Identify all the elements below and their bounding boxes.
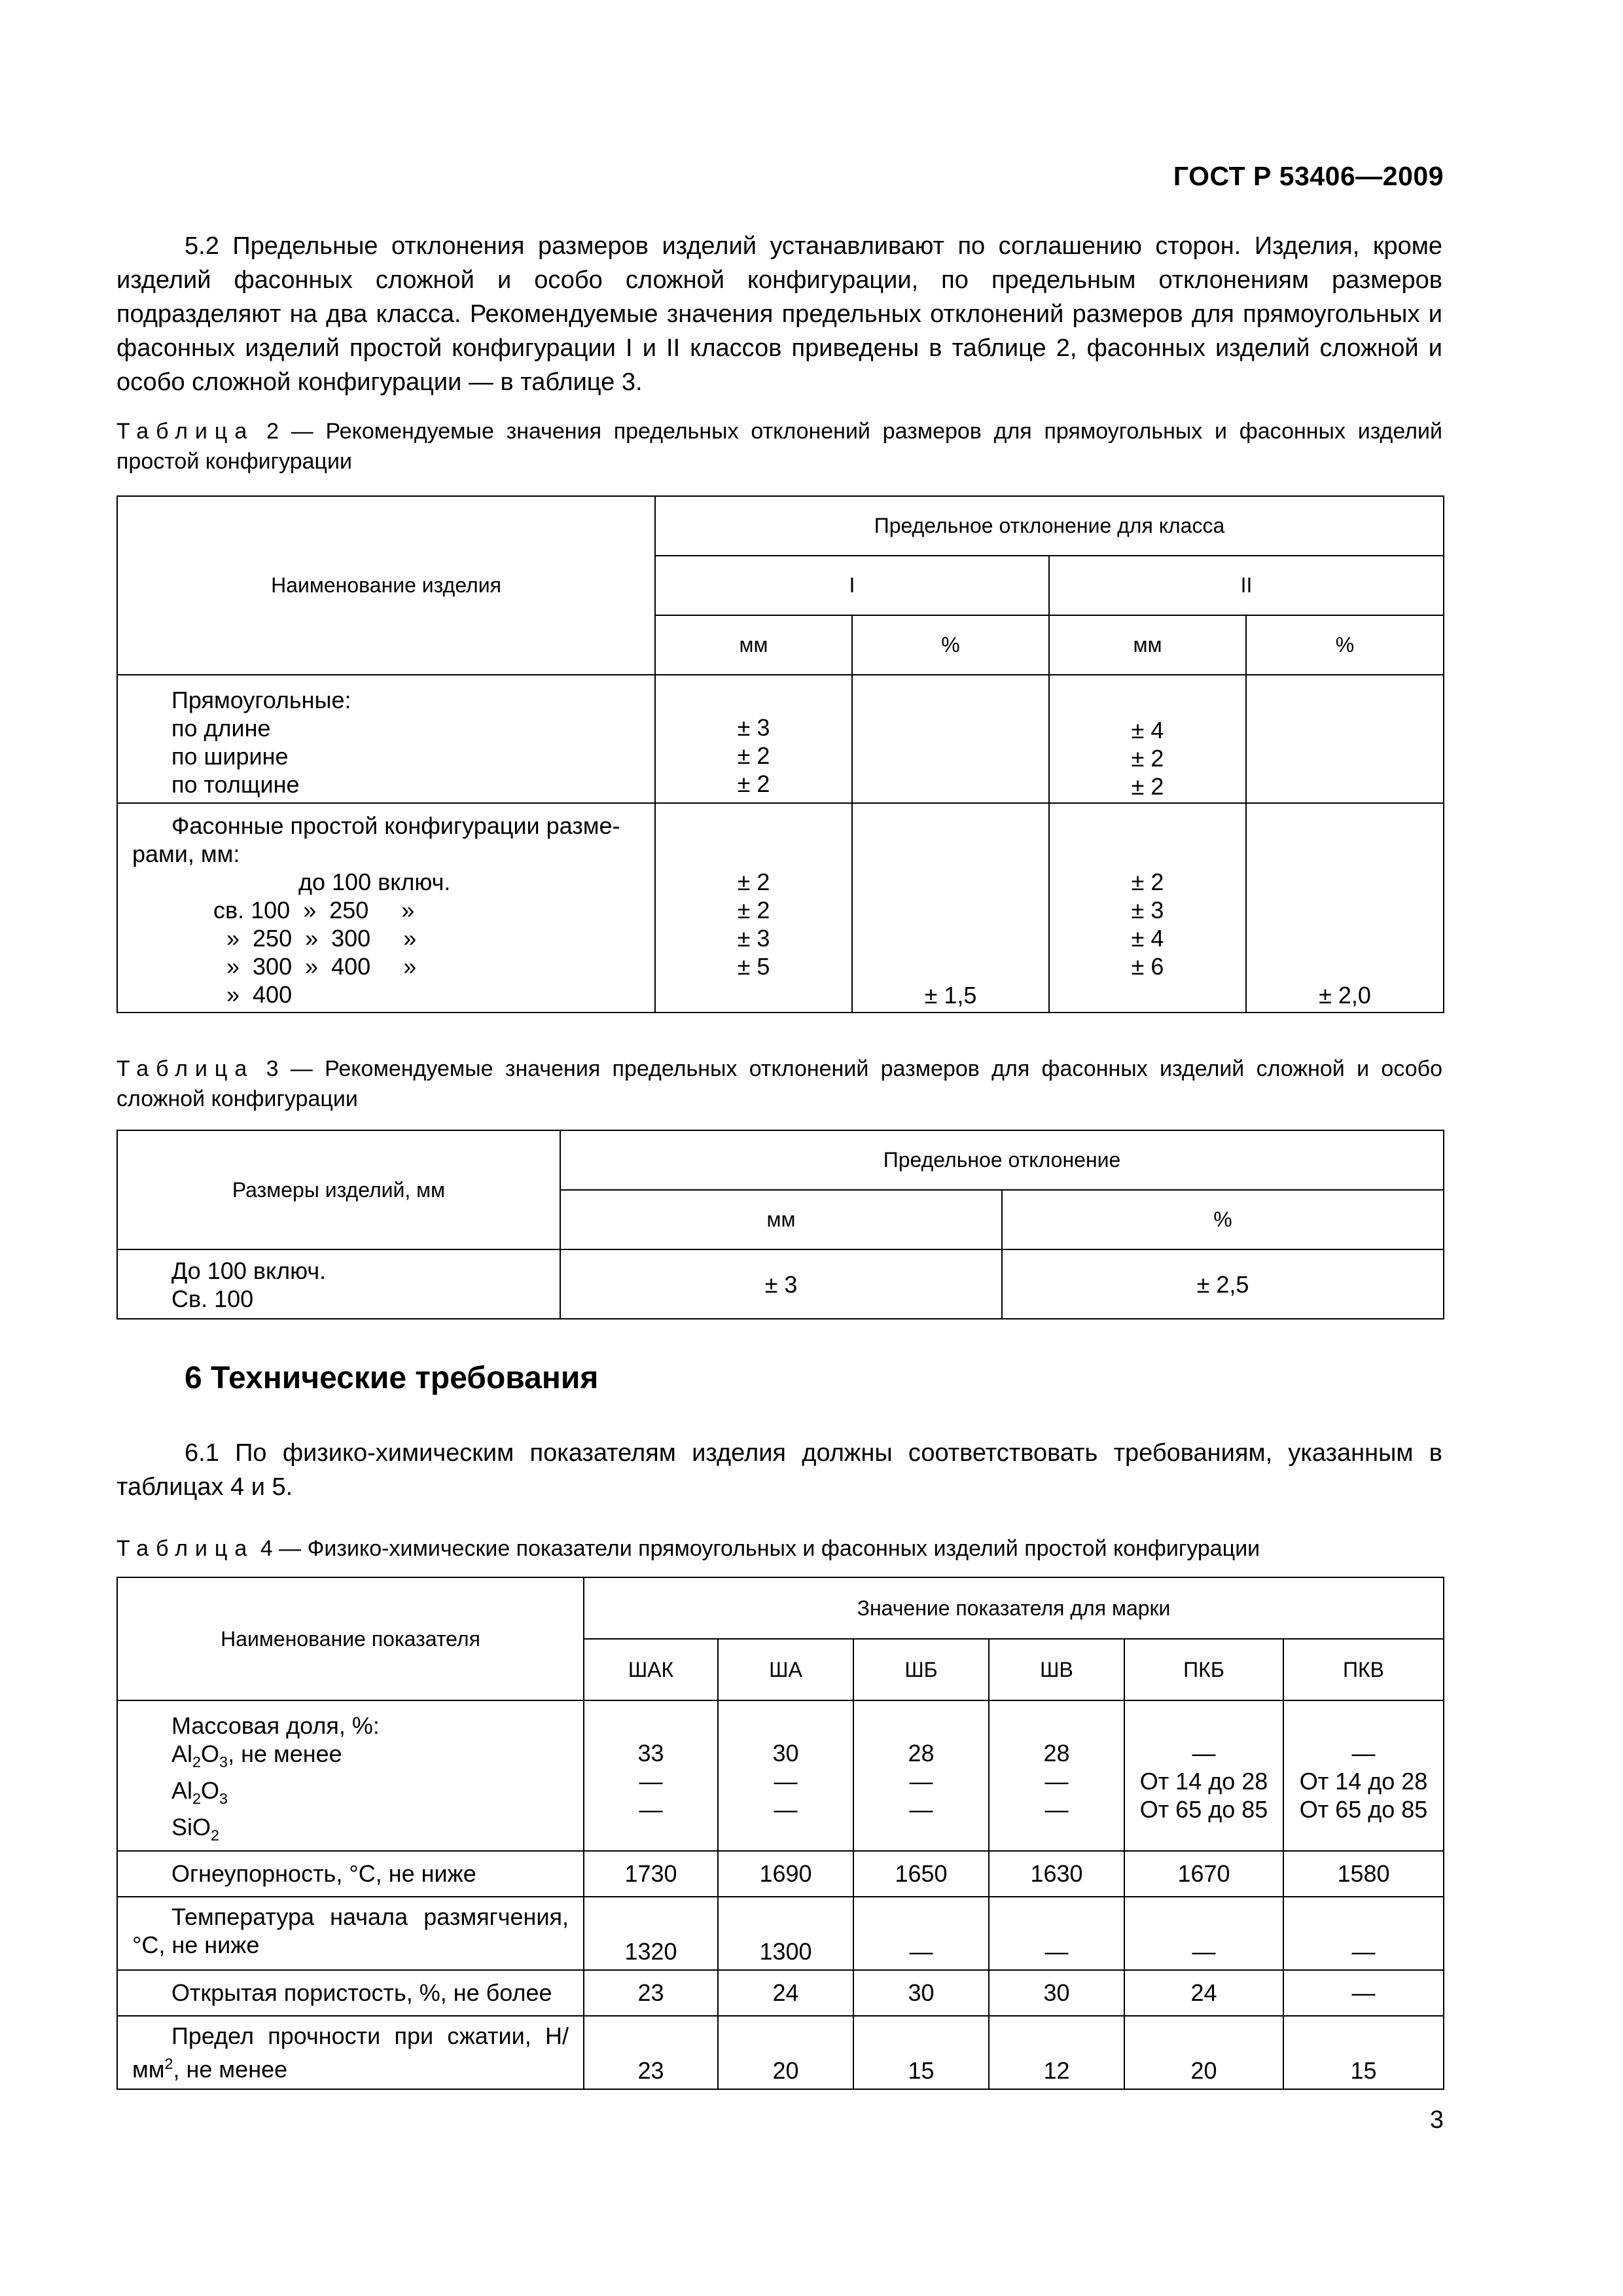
table2-row1-class1-mm: ± 3 ± 2 ± 2 bbox=[655, 675, 852, 803]
table-cell: 12 bbox=[989, 2016, 1124, 2089]
table-4 bbox=[116, 1577, 1444, 2090]
table4-mass-sha: 30 — — bbox=[718, 1700, 853, 1851]
table2-header-group: Предельное отклонение для класса bbox=[655, 496, 1444, 556]
table-cell: 24 bbox=[1124, 1970, 1283, 2016]
table-cell: — bbox=[1283, 1970, 1444, 2016]
sio2-label: SiO$_2$ bbox=[171, 1814, 220, 1844]
table2-row2-class2-pct: ± 2,0 bbox=[1246, 803, 1444, 1013]
table4-caption-label: Таблица bbox=[116, 1536, 255, 1561]
table3-row-names: До 100 включ. Св. 100 bbox=[117, 1249, 560, 1319]
table2-caption-label: Таблица bbox=[116, 419, 255, 444]
table4-header-grade-shak: ШАК bbox=[584, 1639, 718, 1700]
table2-header-name: Наименование изделия bbox=[117, 496, 655, 675]
table3-caption-text: 3 — Рекомендуемые значения предельных отклонений размеров для фасонных изделий сложной и особо сложной конфигурации bbox=[116, 1056, 1442, 1111]
table2-row2-class2-mm: ± 2 ± 3 ± 4 ± 6 bbox=[1049, 803, 1246, 1013]
table3-value-pct: ± 2,5 bbox=[1002, 1249, 1444, 1319]
table2-row2-class1-mm: ± 2 ± 2 ± 3 ± 5 bbox=[655, 803, 852, 1013]
table-3 bbox=[116, 1130, 1444, 1319]
table4-caption-text: 4 — Физико-химические показатели прямоугольных и фасонных изделий простой конфигурации bbox=[260, 1536, 1260, 1561]
table-row bbox=[117, 1970, 1444, 2016]
table2-header-mm-1: мм bbox=[655, 615, 852, 675]
table4-softening-name: Температура начала размягчения, °С, не ниже bbox=[117, 1897, 584, 1970]
table-row bbox=[117, 1851, 1444, 1897]
table3-caption bbox=[116, 1054, 1442, 1114]
table-cell: 30 bbox=[853, 1970, 989, 2016]
al2o3-min-label: $Al_2O_3$, не менее bbox=[171, 1740, 342, 1771]
table4-mass-shak: 33 — — bbox=[584, 1700, 718, 1851]
table-row bbox=[117, 1249, 1444, 1319]
table-2 bbox=[116, 495, 1444, 1013]
table-row bbox=[117, 803, 1444, 1013]
table3-value-mm: ± 3 bbox=[560, 1249, 1002, 1319]
table2-header-class-2: II bbox=[1049, 556, 1444, 615]
table-cell: — bbox=[989, 1897, 1124, 1970]
paragraph-6-1: 6.1 По физико-химическим показателям изделия должны соответствовать требованиям, указанным в таблицах 4 и 5. bbox=[116, 1439, 1442, 1501]
table4-header-group: Значение показателя для марки bbox=[584, 1577, 1444, 1639]
table-cell: — bbox=[853, 1897, 989, 1970]
table2-caption-text: 2 — Рекомендуемые значения предельных отклонений размеров для прямоугольных и фасонных изделий простой конфигурации bbox=[116, 419, 1442, 474]
table4-header-name: Наименование показателя bbox=[117, 1577, 584, 1700]
table-cell: 20 bbox=[1124, 2016, 1283, 2089]
table-row bbox=[117, 2016, 1444, 2089]
paragraph-5-2: 5.2 Предельные отклонения размеров изделий устанавливают по соглашению сторон. Изделия, кроме изделий фасонных сложной и особо сложной конфигурации, по предельным отклонениям размеров подразделяют на два класса. Рекомендуемые значения предельных отклонений размеров для прямоугольных и фасонных изделий простой конфигурации I и II классов приведены в таблице 2, фасонных изделий сложной и особо сложной конфигурации — в таблице 3. bbox=[116, 232, 1442, 396]
table-cell: 1670 bbox=[1124, 1851, 1283, 1897]
table2-header-mm-2: мм bbox=[1049, 615, 1246, 675]
table4-refractoriness-name: Огнеупорность, °С, не ниже bbox=[117, 1851, 584, 1897]
table3-header-group: Предельное отклонение bbox=[560, 1130, 1444, 1190]
table-cell: 1320 bbox=[584, 1897, 718, 1970]
table3-caption-label: Таблица bbox=[116, 1056, 255, 1081]
table4-header-grade-pkb: ПКБ bbox=[1124, 1639, 1283, 1700]
table3-header-name: Размеры изделий, мм bbox=[117, 1130, 560, 1249]
table-cell: 30 bbox=[989, 1970, 1124, 2016]
table2-row2-names: Фасонные простой конфигурации разме- рами, мм: до 100 включ. св. 100 » 250 » » 250 » 300 » » 300 » 400 » » 400 bbox=[117, 803, 655, 1013]
table3-header-pct: % bbox=[1002, 1190, 1444, 1249]
table-cell: — bbox=[1124, 1897, 1283, 1970]
table-cell: — bbox=[1283, 1897, 1444, 1970]
table2-header-pct-2: % bbox=[1246, 615, 1444, 675]
table2-row2-class1-pct: ± 1,5 bbox=[852, 803, 1049, 1013]
table-row bbox=[117, 1700, 1444, 1851]
table4-header-grade-sha: ША bbox=[718, 1639, 853, 1700]
table-row bbox=[117, 675, 1444, 803]
table2-row1-class1-pct bbox=[852, 675, 1049, 803]
table4-mass-shv: 28 — — bbox=[989, 1700, 1124, 1851]
table-cell: 15 bbox=[853, 2016, 989, 2089]
table-cell: 23 bbox=[584, 1970, 718, 2016]
table3-header-mm: мм bbox=[560, 1190, 1002, 1249]
table-cell: 23 bbox=[584, 2016, 718, 2089]
table-cell: 1730 bbox=[584, 1851, 718, 1897]
table4-header-grade-shv: ШВ bbox=[989, 1639, 1124, 1700]
table-cell: 1580 bbox=[1283, 1851, 1444, 1897]
table-cell: 20 bbox=[718, 2016, 853, 2089]
table4-mass-pkb: — От 14 до 28 От 65 до 85 bbox=[1124, 1700, 1283, 1851]
table4-mass-names: Массовая доля, %: $Al_2O_3$, не менее $Al_2O_3$ SiO$_2$ bbox=[117, 1700, 584, 1851]
table-cell: 1650 bbox=[853, 1851, 989, 1897]
table-cell: 1630 bbox=[989, 1851, 1124, 1897]
table2-row1-class2-mm: ± 4 ± 2 ± 2 bbox=[1049, 675, 1246, 803]
table-cell: 15 bbox=[1283, 2016, 1444, 2089]
table4-header-grade-pkv: ПКВ bbox=[1283, 1639, 1444, 1700]
table4-strength-name: Предел прочности при сжатии, $Н/мм^2$, не менее bbox=[117, 2016, 584, 2089]
table2-row1-names: Прямоугольные: по длине по ширине по толщине bbox=[117, 675, 655, 803]
section-6-heading: 6 Технические требования bbox=[185, 1361, 599, 1395]
table4-mass-shb: 28 — — bbox=[853, 1700, 989, 1851]
table-cell: 1300 bbox=[718, 1897, 853, 1970]
table4-header-grade-shb: ШБ bbox=[853, 1639, 989, 1700]
table4-mass-pkv: — От 14 до 28 От 65 до 85 bbox=[1283, 1700, 1444, 1851]
table4-porosity-name: Открытая пористость, %, не более bbox=[117, 1970, 584, 2016]
table2-caption bbox=[116, 416, 1442, 476]
table2-header-pct-1: % bbox=[852, 615, 1049, 675]
page-number: 3 bbox=[1429, 2106, 1444, 2134]
table-cell: 24 bbox=[718, 1970, 853, 2016]
table-row bbox=[117, 1897, 1444, 1970]
al2o3-label: $Al_2O_3$ bbox=[171, 1777, 228, 1808]
table-cell: 1690 bbox=[718, 1851, 853, 1897]
document-code: ГОСТ Р 53406—2009 bbox=[1173, 161, 1444, 191]
table2-header-class-1: I bbox=[655, 556, 1049, 615]
table4-caption bbox=[116, 1534, 1442, 1564]
table2-row1-class2-pct bbox=[1246, 675, 1444, 803]
